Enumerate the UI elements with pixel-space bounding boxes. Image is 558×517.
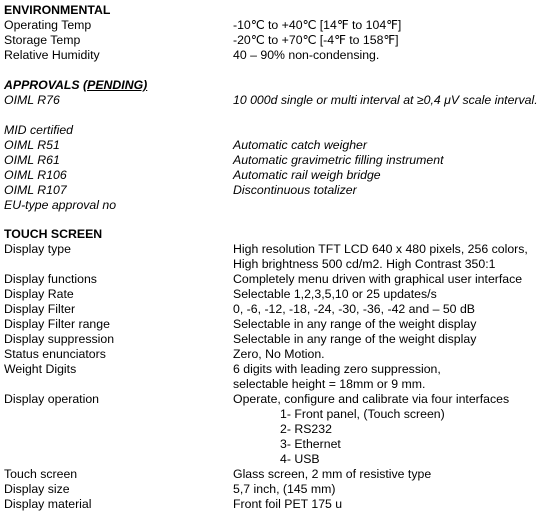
spec-label: OIML R51 [4, 138, 60, 152]
spec-label: Relative Humidity [4, 48, 100, 62]
spec-value: High brightness 500 cd/m2. High Contrast 350:1 [233, 257, 496, 271]
spec-value: Selectable 1,2,3,5,10 or 25 updates/s [233, 287, 437, 301]
spec-label: Display Filter [4, 302, 76, 316]
spec-label: MID certified [4, 123, 74, 137]
spec-label: Display material [4, 497, 92, 511]
spec-value: 6 digits with leading zero suppression, [233, 362, 441, 376]
spec-label: OIML R106 [4, 168, 67, 182]
spec-value: 0, -6, -12, -18, -24, -30, -36, -42 and – 50 dB [233, 302, 475, 316]
spec-value: High resolution TFT LCD 640 x 480 pixels, 256 colors, [233, 242, 528, 256]
section-heading: ENVIRONMENTAL [4, 3, 111, 17]
spec-label: Display size [4, 482, 70, 496]
spec-label: Display suppression [4, 332, 115, 346]
spec-value: Discontinuous totalizer [233, 183, 357, 197]
spec-value: Automatic catch weigher [233, 138, 367, 152]
spec-value: Automatic gravimetric filling instrument [233, 153, 444, 167]
spec-label: Operating Temp [4, 18, 92, 32]
spec-value: 10 000d single or multi interval at ≥0,4 μV scale interval. [233, 93, 538, 107]
interface-label: 4- USB [280, 452, 320, 466]
spec-value: selectable height = 18mm or 9 mm. [233, 377, 426, 391]
spec-label: Storage Temp [4, 33, 81, 47]
spec-label: Status enunciators [4, 347, 106, 361]
spec-value: 5,7 inch, (145 mm) [233, 482, 336, 496]
spec-label: OIML R76 [4, 93, 60, 107]
interface-label: 1- Front panel, (Touch screen) [280, 407, 445, 421]
interface-label: 2- RS232 [280, 422, 332, 436]
spec-value: Operate, configure and calibrate via four interfaces [233, 392, 510, 406]
spec-value: Zero, No Motion. [233, 347, 325, 361]
spec-label: OIML R61 [4, 153, 60, 167]
spec-label: Display Rate [4, 287, 74, 301]
spec-value: 40 – 90% non-condensing. [233, 48, 380, 62]
spec-value: Selectable in any range of the weight display [233, 317, 477, 331]
spec-value: -20℃ to +70℃ [-4℉ to 158℉] [233, 33, 399, 47]
spec-value: Glass screen, 2 mm of resistive type [233, 467, 432, 481]
spec-label: Weight Digits [4, 362, 77, 376]
spec-label: Display operation [4, 392, 100, 406]
section-heading: APPROVALS [4, 78, 80, 92]
spec-label: OIML R107 [4, 183, 67, 197]
spec-value: Automatic rail weigh bridge [233, 168, 381, 182]
spec-value: Completely menu driven with graphical user interface [233, 272, 523, 286]
spec-label: EU-type approval no [4, 198, 117, 212]
spec-label: Display type [4, 242, 71, 256]
spec-value: Selectable in any range of the weight display [233, 332, 477, 346]
pending-note: (PENDING) [83, 78, 148, 92]
spec-value: -10℃ to +40℃ [14℉ to 104℉] [233, 18, 402, 32]
spec-label: Display Filter range [4, 317, 110, 331]
section-heading: TOUCH SCREEN [4, 227, 103, 241]
interface-label: 3- Ethernet [280, 437, 341, 451]
spec-label: Touch screen [4, 467, 78, 481]
spec-value: Front foil PET 175 u [233, 497, 343, 511]
spec-label: Display functions [4, 272, 97, 286]
